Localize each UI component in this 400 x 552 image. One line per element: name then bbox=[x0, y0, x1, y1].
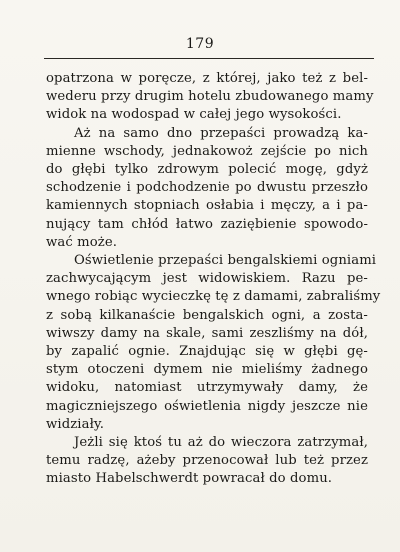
text-line: miasto Habelschwerdt powracał do domu. bbox=[46, 471, 333, 487]
text-line: zachwycającym jest widowiskiem. Razu pe- bbox=[46, 271, 368, 287]
text-line: Jeżli się ktoś tu aż do wieczora zatrzymał, bbox=[74, 435, 368, 451]
text-line: stym otoczeni dymem nie mieliśmy żadnego bbox=[46, 362, 368, 378]
header-rule bbox=[44, 58, 374, 59]
text-line: magiczniejszego oświetlenia nigdy jeszcze nie bbox=[46, 398, 368, 414]
text-line: Oświetlenie przepaści bengalskiemi ogniami bbox=[74, 253, 377, 269]
text-line: opatrzona w poręcze, z której, jako też z bel- bbox=[46, 71, 368, 86]
text-line: mienne wschody, jednakowoż zejście po nich bbox=[46, 143, 368, 159]
page-number: 179 bbox=[185, 36, 215, 52]
text-line: Aż na samo dno przepaści prowadzą ka- bbox=[74, 125, 368, 141]
text-line: schodzenie i podchodzenie po dwustu przeszło bbox=[46, 180, 368, 196]
paragraph-2 bbox=[46, 125, 368, 252]
text-line: kamiennych stopniach osłabia i męczy, a i pa- bbox=[46, 198, 368, 214]
text-line: wiwszy damy na skale, sami zeszliśmy na dół, bbox=[46, 325, 368, 341]
text-line: wać może. bbox=[46, 234, 118, 250]
text-line: wederu przy drugim hotelu zbudowanego mamy bbox=[46, 89, 374, 105]
text-line: z sobą kilkanaście bengalskich ogni, a zosta- bbox=[46, 307, 368, 323]
text-line: do głębi tylko zdrowym polecić mogę, gdyż bbox=[46, 162, 368, 178]
paragraph-3 bbox=[46, 252, 381, 434]
paragraph-4 bbox=[46, 434, 368, 489]
text-line: wnego robiąc wycieczkę tę z damami, zabraliśmy bbox=[46, 289, 381, 305]
text-line: widziały. bbox=[46, 416, 105, 432]
text-line: temu radzę, ażeby przenocował lub też przez bbox=[46, 453, 368, 469]
text-line: nujący tam chłód łatwo zaziębienie spowodo- bbox=[46, 216, 368, 232]
paragraph-1 bbox=[46, 70, 374, 125]
body-text bbox=[46, 70, 381, 489]
text-line: by zapalić ognie. Znajdując się w głębi gę- bbox=[46, 344, 368, 360]
text-line: widok na wodospad w całej jego wysokości. bbox=[46, 107, 342, 123]
text-line: widoku, natomiast utrzymywały damy, że bbox=[46, 380, 368, 396]
